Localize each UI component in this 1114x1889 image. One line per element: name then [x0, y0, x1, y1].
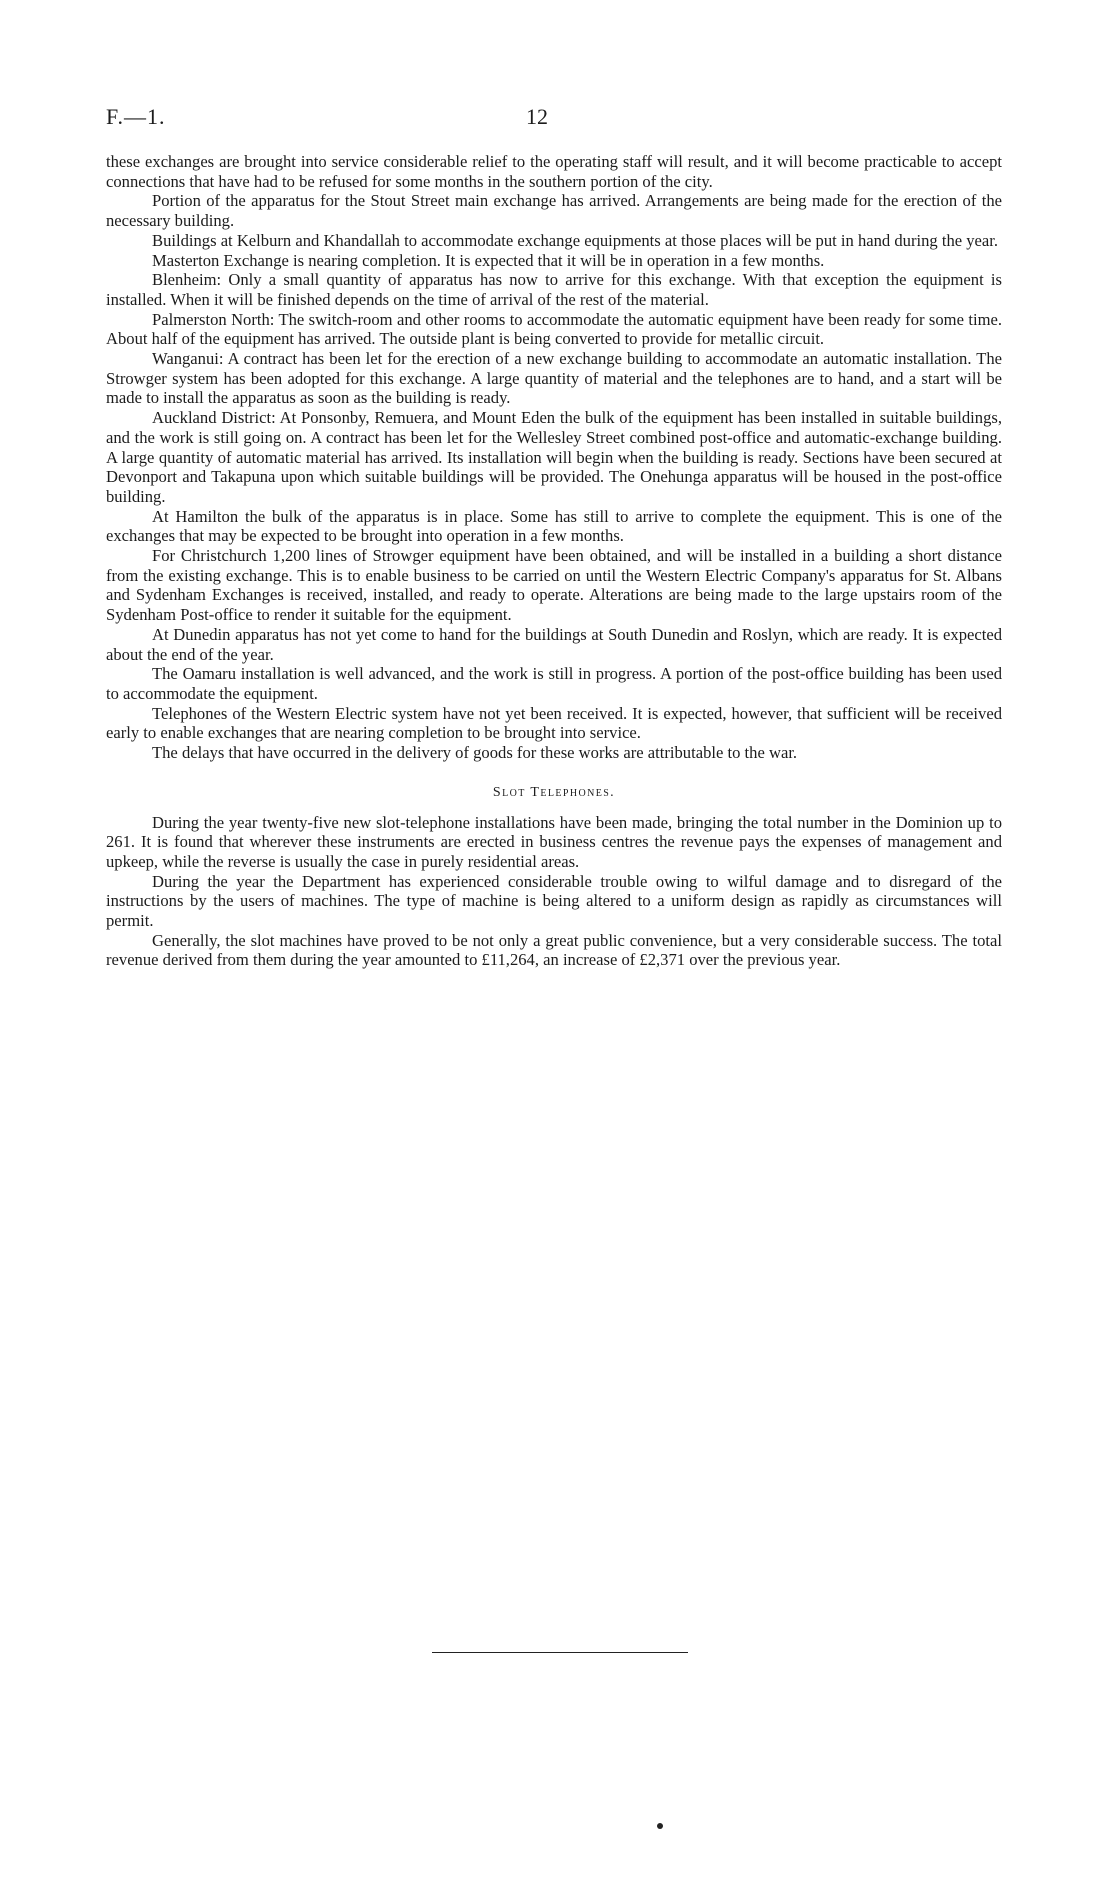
paragraph: During the year the Department has experienced considerable trouble owing to wilful damage and to disregard of the instructions by the users of machines. The type of machine is being altered to a uniform design as rapidly as circumstances will permit.	[106, 871, 1002, 931]
paragraph: Telephones of the Western Electric system have not yet been received. It is expected, however, that sufficient will be received early to enable exchanges that are nearing completion to be brought into service.	[106, 703, 1002, 743]
paragraph: Palmerston North: The switch-room and other rooms to accommodate the automatic equipment have been ready for some time. About half of the equipment has arrived. The outside plant is being converted to provide for metallic circuit.	[106, 309, 1002, 349]
closing-rule	[432, 1652, 688, 1653]
paragraph: Masterton Exchange is nearing completion. It is expected that it will be in operation in a few months.	[152, 250, 825, 270]
paragraph: Wanganui: A contract has been let for the erection of a new exchange building to accommodate an automatic installation. The Strowger system has been adopted for this exchange. A large quantity of material and the telephones are to hand, and a start will be made to install the apparatus as soon as the building is ready.	[106, 349, 1002, 408]
paragraph: Generally, the slot machines have proved to be not only a great public convenience, but a very considerable success. The total revenue derived from them during the year amounted to £11,264, an increase of £2,371 over the previous year.	[106, 930, 1002, 970]
document-code: F.—1.	[106, 104, 166, 129]
ink-dot	[657, 1823, 663, 1829]
paragraph: Portion of the apparatus for the Stout Street main exchange has arrived. Arrangements are being made for the erection of the necessary building.	[106, 191, 1002, 231]
paragraph: Buildings at Kelburn and Khandallah to accommodate exchange equipments at those places will be put in hand during the year.	[152, 230, 999, 250]
paragraph: these exchanges are brought into service considerable relief to the operating staff will result, and it will become practicable to accept connections that have had to be refused for some months in the southern portion of the city.	[106, 152, 1002, 191]
section-heading-slot-telephones: Slot Telephones.	[492, 784, 616, 800]
page-number: 12	[526, 104, 548, 129]
paragraph: The Oamaru installation is well advanced, and the work is still in progress. A portion of the post-office building has been used to accommodate the equipment.	[106, 664, 1002, 703]
page-header	[106, 104, 1002, 134]
paragraph: Auckland District: At Ponsonby, Remuera, and Mount Eden the bulk of the equipment has been installed in suitable buildings, and the work is still going on. A contract has been let for the Wellesley Street combined post-office and automatic-exchange building. A large quantity of automatic material has arrived. Its installation will begin when the building is ready. Sections have been secured at Devonport and Takapuna upon which suitable buildings will be provided. The Onehunga apparatus will be housed in the post-office building.	[106, 408, 1002, 506]
body-text	[106, 152, 1002, 970]
paragraph: The delays that have occurred in the delivery of goods for these works are attributable to the war.	[152, 743, 798, 763]
paragraph: At Hamilton the bulk of the apparatus is in place. Some has still to arrive to complete the equipment. This is one of the exchanges that may be expected to be brought into operation in a few months.	[106, 506, 1002, 546]
paragraph: Blenheim: Only a small quantity of apparatus has now to arrive for this exchange. With that exception the equipment is installed. When it will be finished depends on the time of arrival of the rest of the material.	[106, 270, 1002, 309]
paragraph: For Christchurch 1,200 lines of Strowger equipment have been obtained, and will be installed in a building a short distance from the existing exchange. This is to enable business to be carried on until the Western Electric Company's apparatus for St. Albans and Sydenham Exchanges is received, installed, and ready to operate. Alterations are being made to the large upstairs room of the Sydenham Post-office to render it suitable for the equipment.	[106, 546, 1002, 625]
paragraph: During the year twenty-five new slot-telephone installations have been made, bringing the total number in the Dominion up to 261. It is found that wherever these instruments are erected in business centres the revenue pays the expenses of management and upkeep, while the reverse is usually the case in purely residential areas.	[106, 812, 1002, 871]
paragraph: At Dunedin apparatus has not yet come to hand for the buildings at South Dunedin and Roslyn, which are ready. It is expected about the end of the year.	[106, 624, 1002, 664]
